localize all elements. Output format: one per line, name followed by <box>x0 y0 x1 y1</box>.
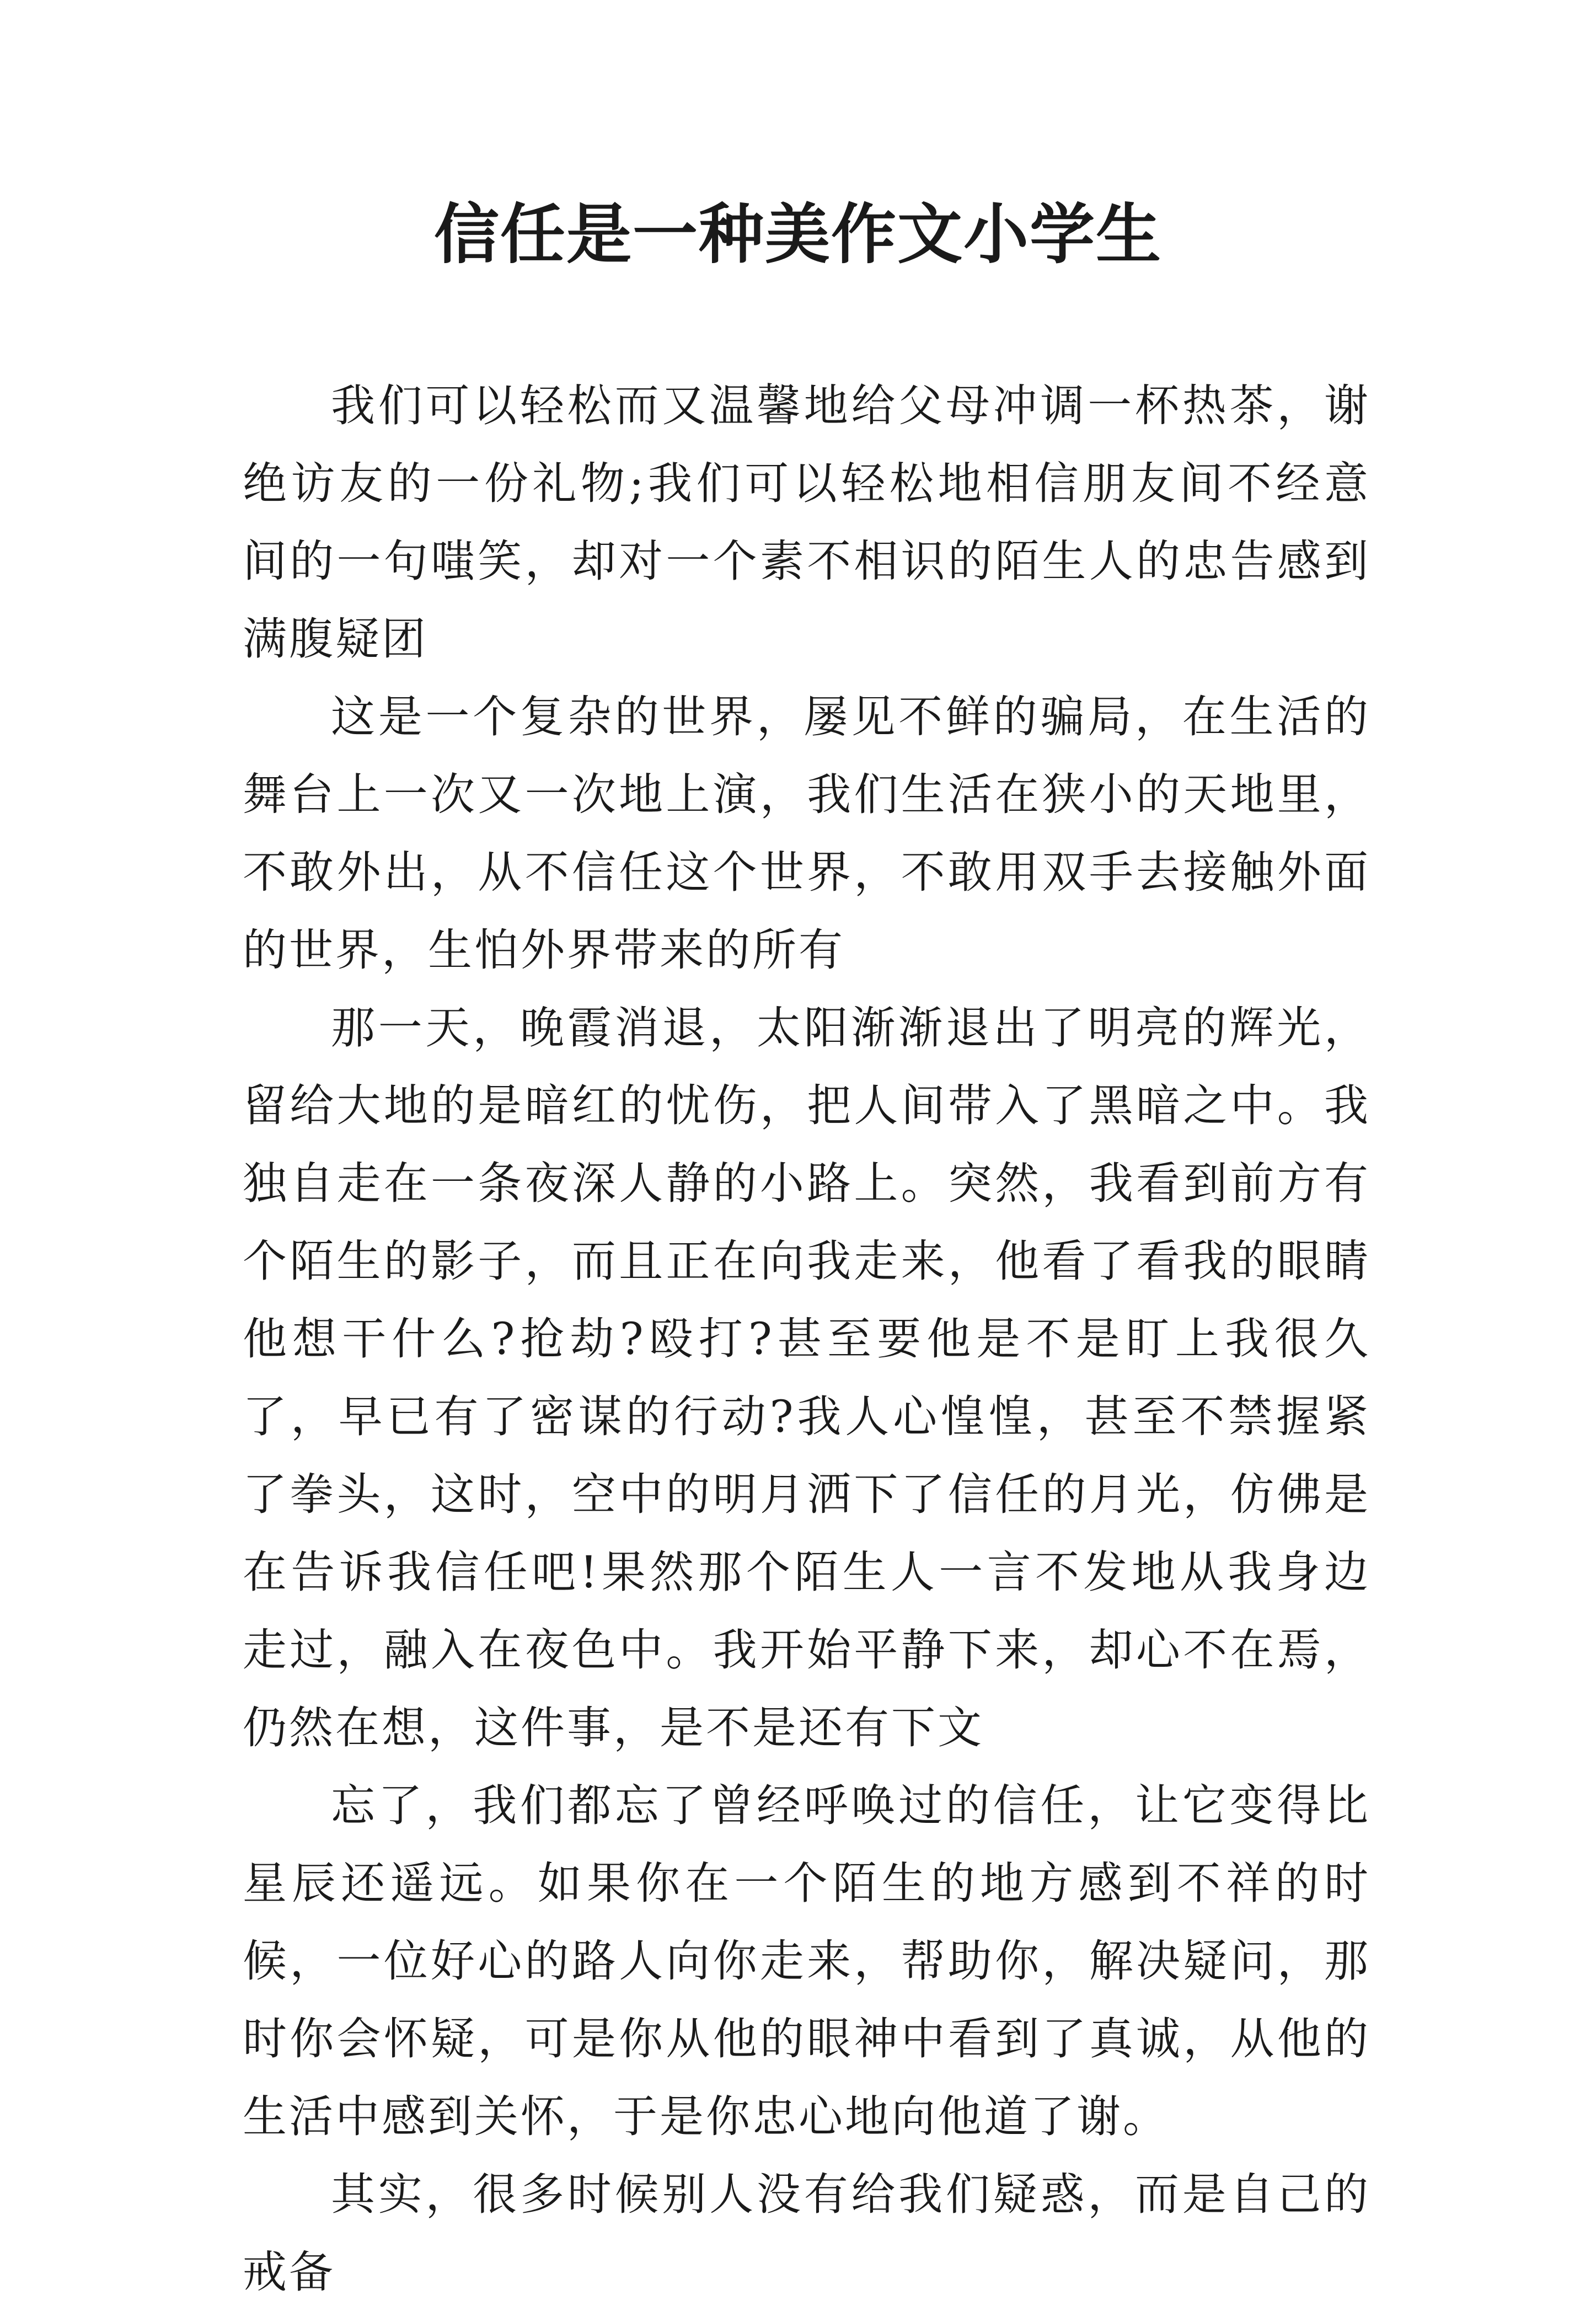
paragraph: 其实，很多时候别人没有给我们疑惑，而是自己的戒备 <box>243 2169 1370 2298</box>
paragraph: 我们可以轻松而又温馨地给父母冲调一杯热茶，谢绝访友的一份礼物;我们可以轻松地相信朋友间不经意间的一句嗤笑，却对一个素不相识的陌生人的忠告感到满腹疑团 <box>243 380 1370 665</box>
paragraph: 那一天，晚霞消退，太阳渐渐退出了明亮的辉光，留给大地的是暗红的忧伤，把人间带入了黑暗之中。我独自走在一条夜深人静的小路上。突然，我看到前方有个陌生的影子，而且正在向我走来，他看了看我的眼睛他想干什么?抢劫?殴打?甚至要他是不是盯上我很久了，早已有了密谋的行动?我人心惶惶，甚至不禁握紧了拳头，这时，空中的明月洒下了信任的月光，仿佛是在告诉我信任吧!果然那个陌生人一言不发地从我身边走过，融入在夜色中。我开始平静下来，却心不在焉，仍然在想，这件事，是不是还有下文 <box>243 1002 1370 1753</box>
document-title: 信任是一种美作文小学生 <box>433 196 1162 272</box>
paragraph: 忘了，我们都忘了曾经呼唤过的信任，让它变得比星辰还遥远。如果你在一个陌生的地方感到不祥的时候，一位好心的路人向你走来，帮助你，解决疑问，那时你会怀疑，可是你从他的眼神中看到了真诚，从他的生活中感到关怀，于是你忠心地向他道了谢。 <box>243 1780 1370 2142</box>
paragraph: 这是一个复杂的世界，屡见不鲜的骗局，在生活的舞台上一次又一次地上演，我们生活在狭小的天地里，不敢外出，从不信任这个世界，不敢用双手去接触外面的世界，生怕外界带来的所有 <box>243 691 1370 976</box>
document-body <box>243 367 1370 2311</box>
